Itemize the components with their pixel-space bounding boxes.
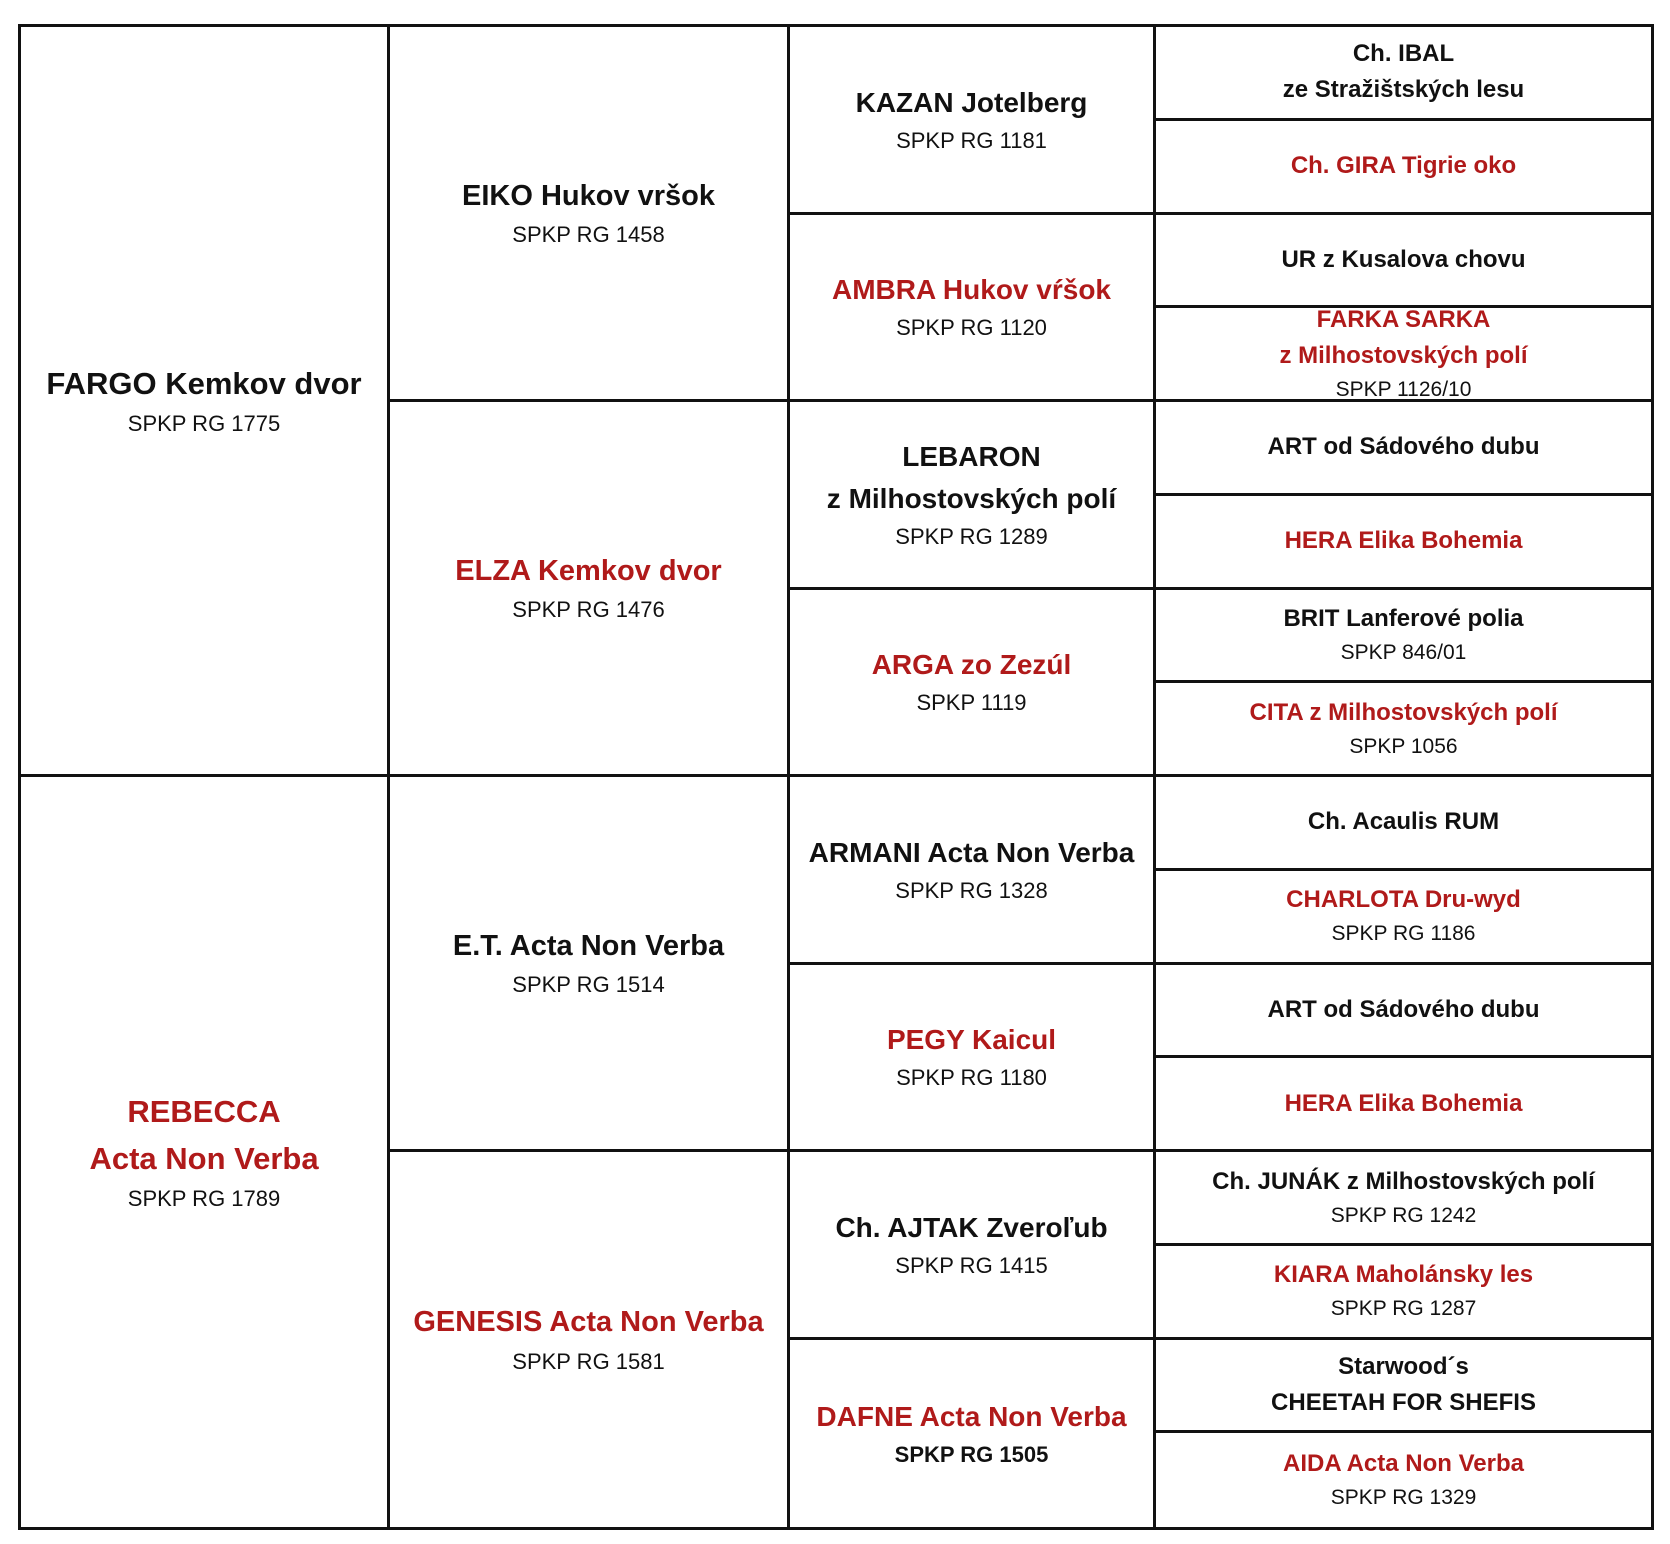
dog-name: ELZA Kemkov dvor bbox=[455, 554, 722, 587]
dog-name: Starwood´s bbox=[1338, 1352, 1469, 1380]
great-great-grandparent-cell bbox=[1156, 965, 1651, 1059]
great-great-grandparent-cell bbox=[1156, 215, 1651, 309]
dog-name: ARGA zo Zezúl bbox=[871, 649, 1072, 681]
registration-number: SPKP RG 1505 bbox=[894, 1441, 1049, 1467]
registration-number: SPKP 846/01 bbox=[1340, 641, 1467, 665]
dog-name: PEGY Kaicul bbox=[886, 1024, 1057, 1056]
dog-name: HERA Elika Bohemia bbox=[1284, 1089, 1523, 1117]
dog-name: REBECCA bbox=[127, 1094, 281, 1129]
grandparent-cell bbox=[390, 1152, 790, 1527]
registration-number: SPKP RG 1775 bbox=[127, 411, 281, 437]
registration-number: SPKP 1119 bbox=[916, 690, 1027, 716]
registration-number: SPKP 1056 bbox=[1349, 734, 1458, 758]
registration-number: SPKP RG 1242 bbox=[1330, 1203, 1477, 1227]
dog-name: Ch. JUNÁK z Milhostovských polí bbox=[1212, 1167, 1595, 1195]
registration-number: SPKP 1126/10 bbox=[1335, 377, 1472, 401]
grandparent-cell bbox=[390, 777, 790, 1152]
great-great-grandparent-cell bbox=[1156, 777, 1651, 871]
dog-name: CITA z Milhostovských polí bbox=[1249, 698, 1558, 726]
dog-name: ARMANI Acta Non Verba bbox=[808, 836, 1135, 868]
great-grandparent-cell bbox=[790, 215, 1156, 403]
registration-number: SPKP RG 1581 bbox=[512, 1348, 665, 1374]
great-grandparent-cell bbox=[790, 1340, 1156, 1528]
registration-number: SPKP RG 1180 bbox=[896, 1065, 1047, 1091]
dog-name: z Milhostovských polí bbox=[1279, 341, 1528, 369]
great-great-grandparent-cell bbox=[1156, 402, 1651, 496]
great-great-grandparent-cell bbox=[1156, 1058, 1651, 1152]
dog-name: DAFNE Acta Non Verba bbox=[816, 1400, 1127, 1432]
grandparent-cell bbox=[390, 27, 790, 402]
great-great-grandparent-cell bbox=[1156, 121, 1651, 215]
great-great-grandparent-cell bbox=[1156, 1340, 1651, 1434]
great-grandparent-cell bbox=[790, 590, 1156, 778]
registration-number: SPKP RG 1514 bbox=[512, 972, 665, 998]
great-great-grandparent-cell bbox=[1156, 1152, 1651, 1246]
dog-name: FARGO Kemkov dvor bbox=[46, 365, 362, 401]
great-grandparent-cell bbox=[790, 27, 1156, 215]
parent-cell bbox=[21, 27, 390, 777]
registration-number: SPKP RG 1789 bbox=[127, 1186, 281, 1211]
dog-name: Acta Non Verba bbox=[89, 1140, 319, 1176]
great-great-grandparent-cell bbox=[1156, 1433, 1651, 1527]
dog-name: BRIT Lanferové polia bbox=[1283, 605, 1524, 633]
registration-number: SPKP RG 1476 bbox=[512, 597, 665, 623]
dog-name: LEBARON bbox=[902, 440, 1041, 472]
dog-name: AIDA Acta Non Verba bbox=[1283, 1450, 1524, 1478]
great-great-grandparent-cell bbox=[1156, 305, 1651, 402]
dog-name: Ch. GIRA Tigrie oko bbox=[1290, 152, 1517, 180]
dog-name: EIKO Hukov vršok bbox=[461, 179, 716, 212]
dog-name: FARKA SARKA bbox=[1316, 305, 1491, 333]
great-great-grandparent-cell bbox=[1156, 871, 1651, 965]
dog-name: CHEETAH FOR SHEFIS bbox=[1271, 1388, 1536, 1416]
great-great-grandparent-cell bbox=[1156, 590, 1651, 684]
great-great-grandparent-cell bbox=[1156, 496, 1651, 590]
dog-name: KIARA Maholánsky les bbox=[1273, 1261, 1534, 1289]
dog-name: AMBRA Hukov vŕšok bbox=[831, 274, 1111, 306]
registration-number: SPKP RG 1186 bbox=[1331, 922, 1476, 946]
dog-name: Ch. Acaulis RUM bbox=[1307, 808, 1500, 836]
grandparent-cell bbox=[390, 402, 790, 777]
dog-name: KAZAN Jotelberg bbox=[855, 86, 1088, 118]
registration-number: SPKP RG 1289 bbox=[895, 523, 1048, 549]
dog-name: E.T. Acta Non Verba bbox=[452, 929, 725, 962]
registration-number: SPKP RG 1328 bbox=[895, 877, 1048, 903]
pedigree-table bbox=[18, 24, 1654, 1530]
great-great-grandparent-cell bbox=[1156, 683, 1651, 777]
dog-name: z Milhostovských polí bbox=[826, 482, 1117, 514]
great-grandparent-cell bbox=[790, 402, 1156, 590]
registration-number: SPKP RG 1329 bbox=[1330, 1486, 1477, 1510]
great-great-grandparent-cell bbox=[1156, 27, 1651, 121]
registration-number: SPKP RG 1120 bbox=[896, 315, 1047, 341]
dog-name: ART od Sádového dubu bbox=[1267, 433, 1540, 461]
dog-name: UR z Kusalova chovu bbox=[1281, 245, 1526, 273]
parent-cell bbox=[21, 777, 390, 1527]
registration-number: SPKP RG 1458 bbox=[512, 222, 665, 248]
great-great-grandparent-cell bbox=[1156, 1246, 1651, 1340]
registration-number: SPKP RG 1181 bbox=[896, 127, 1047, 153]
registration-number: SPKP RG 1287 bbox=[1330, 1297, 1477, 1321]
dog-name: ze Stražištských lesu bbox=[1282, 76, 1525, 104]
registration-number: SPKP RG 1415 bbox=[895, 1252, 1048, 1278]
dog-name: Ch. IBAL bbox=[1352, 40, 1455, 68]
dog-name: ART od Sádového dubu bbox=[1267, 995, 1540, 1023]
great-grandparent-cell bbox=[790, 965, 1156, 1153]
great-grandparent-cell bbox=[790, 777, 1156, 965]
great-grandparent-cell bbox=[790, 1152, 1156, 1340]
dog-name: HERA Elika Bohemia bbox=[1284, 527, 1523, 555]
dog-name: GENESIS Acta Non Verba bbox=[413, 1306, 764, 1339]
dog-name: CHARLOTA Dru-wyd bbox=[1286, 886, 1521, 914]
dog-name: Ch. AJTAK Zveroľub bbox=[835, 1211, 1108, 1243]
